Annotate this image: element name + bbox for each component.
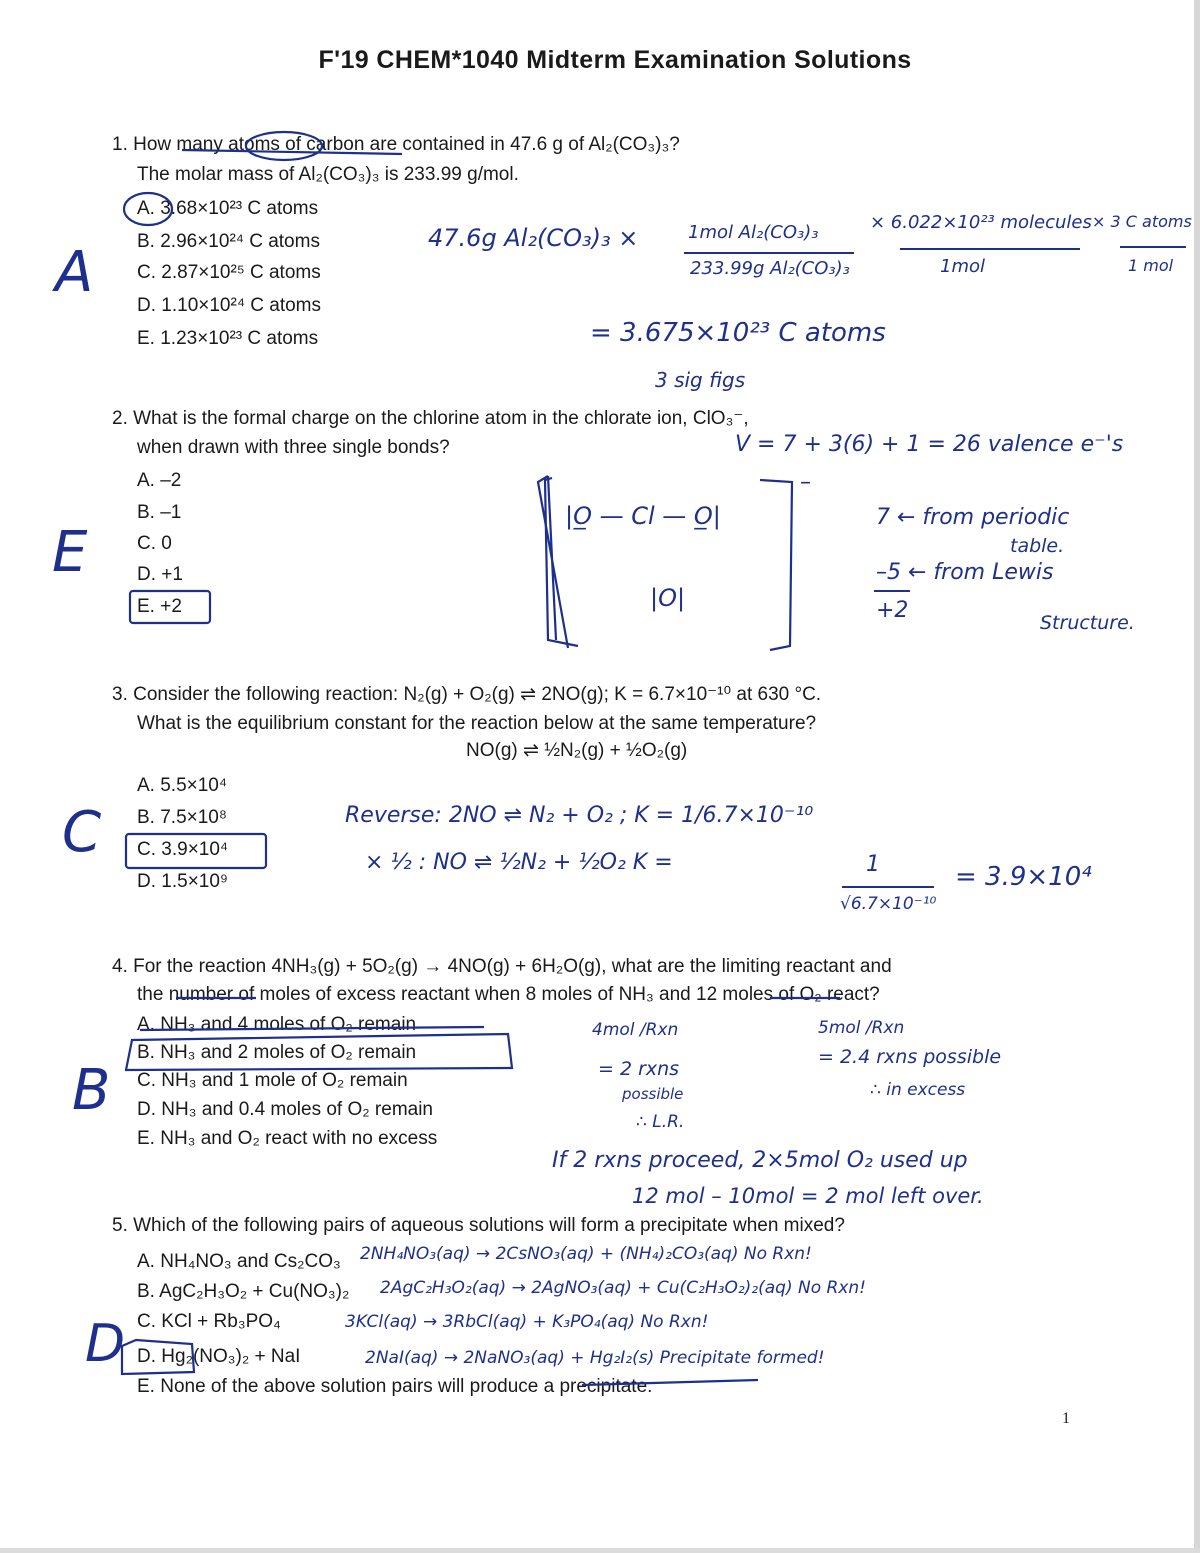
q4-stem-line2: the number of moles of excess reactant when 8 moles of NH₃ and 12 moles of O₂ react? bbox=[137, 984, 880, 1005]
q2-lewis-left-bracket bbox=[538, 476, 568, 648]
q2-charge-minus: – bbox=[800, 470, 811, 495]
q1-option-e: E. 1.23×10²³ C atoms bbox=[137, 328, 319, 349]
q1-calc-num3: × 3 C atoms bbox=[1092, 212, 1192, 231]
q2-fc-line2: table. bbox=[1010, 535, 1065, 557]
q3-result: = 3.9×10⁴ bbox=[955, 862, 1092, 892]
q5-work-b: 2AgC₂H₃O₂(aq) → 2AgNO₃(aq) + Cu(C₂H₃O₂)₂(aq) No Rxn! bbox=[380, 1278, 866, 1298]
page-title: F'19 CHEM*1040 Midterm Examination Solutions bbox=[318, 46, 912, 74]
q5-work-c: 3KCl(aq) → 3RbCl(aq) + K₃PO₄(aq) No Rxn! bbox=[345, 1312, 709, 1332]
q2-handwritten-answer: E bbox=[52, 520, 88, 585]
q4-left-line4: ∴ L.R. bbox=[636, 1112, 685, 1132]
q2-option-e: E. +2 bbox=[137, 596, 182, 617]
q4-left-line3: possible bbox=[622, 1085, 684, 1103]
q4-option-e: E. NH₃ and O₂ react with no excess bbox=[137, 1128, 438, 1149]
q5-work-d: 2NaI(aq) → 2NaNO₃(aq) + Hg₂I₂(s) Precipitate formed! bbox=[365, 1348, 825, 1368]
q1-answer-circle bbox=[124, 193, 172, 225]
q3-stem-line3: NO(g) ⇌ ½N₂(g) + ½O₂(g) bbox=[466, 740, 688, 761]
q3-half-step: × ½ : NO ⇌ ½N₂ + ½O₂ K = bbox=[365, 850, 673, 875]
q2-fc-line3: –5 ← from Lewis bbox=[876, 560, 1054, 585]
q2-option-a: A. –2 bbox=[137, 470, 182, 491]
q2-answer-box bbox=[130, 591, 210, 623]
q4-option-d: D. NH₃ and 0.4 moles of O₂ remain bbox=[137, 1099, 434, 1120]
q1-calc-den2: 1mol bbox=[940, 256, 985, 277]
q5-answer-box bbox=[122, 1340, 194, 1374]
q4-right-line1: 5mol /Rxn bbox=[818, 1018, 905, 1038]
q1-atoms-circle bbox=[246, 132, 322, 160]
q4-right-line2: = 2.4 rxns possible bbox=[818, 1046, 1002, 1068]
q2-lewis-bottom: |O| bbox=[650, 584, 686, 612]
page-number: 1 bbox=[1062, 1410, 1070, 1427]
q1-calc-den3: 1 mol bbox=[1128, 256, 1174, 275]
q5-work-a: 2NH₄NO₃(aq) → 2CsNO₃(aq) + (NH₄)₂CO₃(aq) No Rxn! bbox=[360, 1244, 812, 1264]
q5-option-e: E. None of the above solution pairs will produce a precipitate. bbox=[137, 1376, 653, 1397]
q2-option-b: B. –1 bbox=[137, 502, 182, 523]
q5-option-c: C. KCl + Rb₃PO₄ bbox=[137, 1311, 281, 1332]
q1-sig-figs: 3 sig figs bbox=[655, 368, 746, 392]
q1-option-c: C. 2.87×10²⁵ C atoms bbox=[137, 262, 321, 283]
q1-calc-num2: × 6.022×10²³ molecules bbox=[870, 212, 1092, 233]
q1-result: = 3.675×10²³ C atoms bbox=[590, 318, 886, 348]
q3-answer-box bbox=[126, 834, 266, 868]
q3-handwritten-answer: C bbox=[62, 800, 102, 865]
q1-option-d: D. 1.10×10²⁴ C atoms bbox=[137, 295, 321, 316]
q2-fc-line4: Structure. bbox=[1040, 612, 1135, 634]
q2-fc-line1: 7 ← from periodic bbox=[876, 505, 1070, 530]
q2-option-c: C. 0 bbox=[137, 533, 172, 554]
q3-option-b: B. 7.5×10⁸ bbox=[137, 807, 227, 828]
q5-option-e-strike bbox=[582, 1380, 758, 1385]
q4-note-line1: If 2 rxns proceed, 2×5mol O₂ used up bbox=[552, 1148, 968, 1173]
q4-stem-line1: 4. For the reaction 4NH₃(g) + 5O₂(g) → 4NO(g) + 6H₂O(g), what are the limiting reactant and bbox=[112, 956, 892, 977]
q4-answer-box bbox=[126, 1034, 512, 1070]
q3-fraction-denominator: √6.7×10⁻¹⁰ bbox=[840, 894, 937, 914]
q5-option-d: D. Hg₂(NO₃)₂ + NaI bbox=[137, 1346, 301, 1367]
q1-option-a: A. 3.68×10²³ C atoms bbox=[137, 198, 319, 219]
q1-calc-den1: 233.99g Al₂(CO₃)₃ bbox=[690, 258, 850, 279]
q3-option-a: A. 5.5×10⁴ bbox=[137, 775, 228, 796]
q2-lewis-top: |O̲ — Cl — O̲| bbox=[565, 502, 721, 530]
q4-option-c: C. NH₃ and 1 mole of O₂ remain bbox=[137, 1070, 408, 1091]
q4-option-a: A. NH₃ and 4 moles of O₂ remain bbox=[137, 1014, 417, 1035]
q1-underline bbox=[182, 150, 402, 154]
q2-stem-line2: when drawn with three single bonds? bbox=[137, 437, 450, 458]
q5-stem: 5. Which of the following pairs of aqueous solutions will form a precipitate when mixed? bbox=[112, 1215, 845, 1236]
q3-option-d: D. 1.5×10⁹ bbox=[137, 871, 229, 892]
q2-stem-line1: 2. What is the formal charge on the chlorine atom in the chlorate ion, ClO₃⁻, bbox=[112, 408, 749, 429]
q4-handwritten-answer: B bbox=[72, 1058, 111, 1123]
q1-stem-line2: The molar mass of Al₂(CO₃)₃ is 233.99 g/mol. bbox=[137, 164, 519, 185]
q1-stem-line1: 1. How many atoms of carbon are contained in 47.6 g of Al₂(CO₃)₃? bbox=[112, 134, 680, 155]
scan-edge-bottom bbox=[0, 1548, 1200, 1553]
q2-valence-count: V = 7 + 3(6) + 1 = 26 valence e⁻'s bbox=[735, 432, 1124, 457]
q4-option-a-strike bbox=[140, 1027, 484, 1030]
q5-option-a: A. NH₄NO₃ and Cs₂CO₃ bbox=[137, 1251, 341, 1272]
q3-fraction-numerator: 1 bbox=[866, 852, 880, 877]
q3-stem-line2: What is the equilibrium constant for the reaction below at the same temperature? bbox=[137, 713, 817, 734]
q2-fc-result: +2 bbox=[876, 598, 909, 623]
q5-handwritten-answer: D bbox=[85, 1314, 126, 1374]
q5-option-b: B. AgC₂H₃O₂ + Cu(NO₃)₂ bbox=[137, 1281, 350, 1302]
q4-option-b: B. NH₃ and 2 moles of O₂ remain bbox=[137, 1042, 417, 1063]
q4-note-line2: 12 mol – 10mol = 2 mol left over. bbox=[632, 1184, 984, 1208]
scan-edge-right bbox=[1194, 0, 1200, 1553]
q1-calc-start: 47.6g Al₂(CO₃)₃ × bbox=[428, 224, 639, 252]
q3-stem-line1: 3. Consider the following reaction: N₂(g) + O₂(g) ⇌ 2NO(g); K = 6.7×10⁻¹⁰ at 630 °C. bbox=[112, 684, 822, 705]
q3-reverse-step: Reverse: 2NO ⇌ N₂ + O₂ ; K = 1/6.7×10⁻¹⁰ bbox=[345, 803, 814, 828]
q3-option-c: C. 3.9×10⁴ bbox=[137, 839, 229, 860]
q1-option-b: B. 2.96×10²⁴ C atoms bbox=[137, 231, 320, 252]
q2-lewis-right-bracket bbox=[760, 480, 792, 650]
q2-option-d: D. +1 bbox=[137, 564, 183, 585]
q4-left-line1: 4mol /Rxn bbox=[592, 1020, 679, 1040]
q1-calc-num1: 1mol Al₂(CO₃)₃ bbox=[688, 222, 819, 243]
q4-right-line3: ∴ in excess bbox=[870, 1080, 966, 1100]
q1-handwritten-answer: A bbox=[55, 240, 94, 305]
q4-left-line2: = 2 rxns bbox=[598, 1058, 680, 1080]
